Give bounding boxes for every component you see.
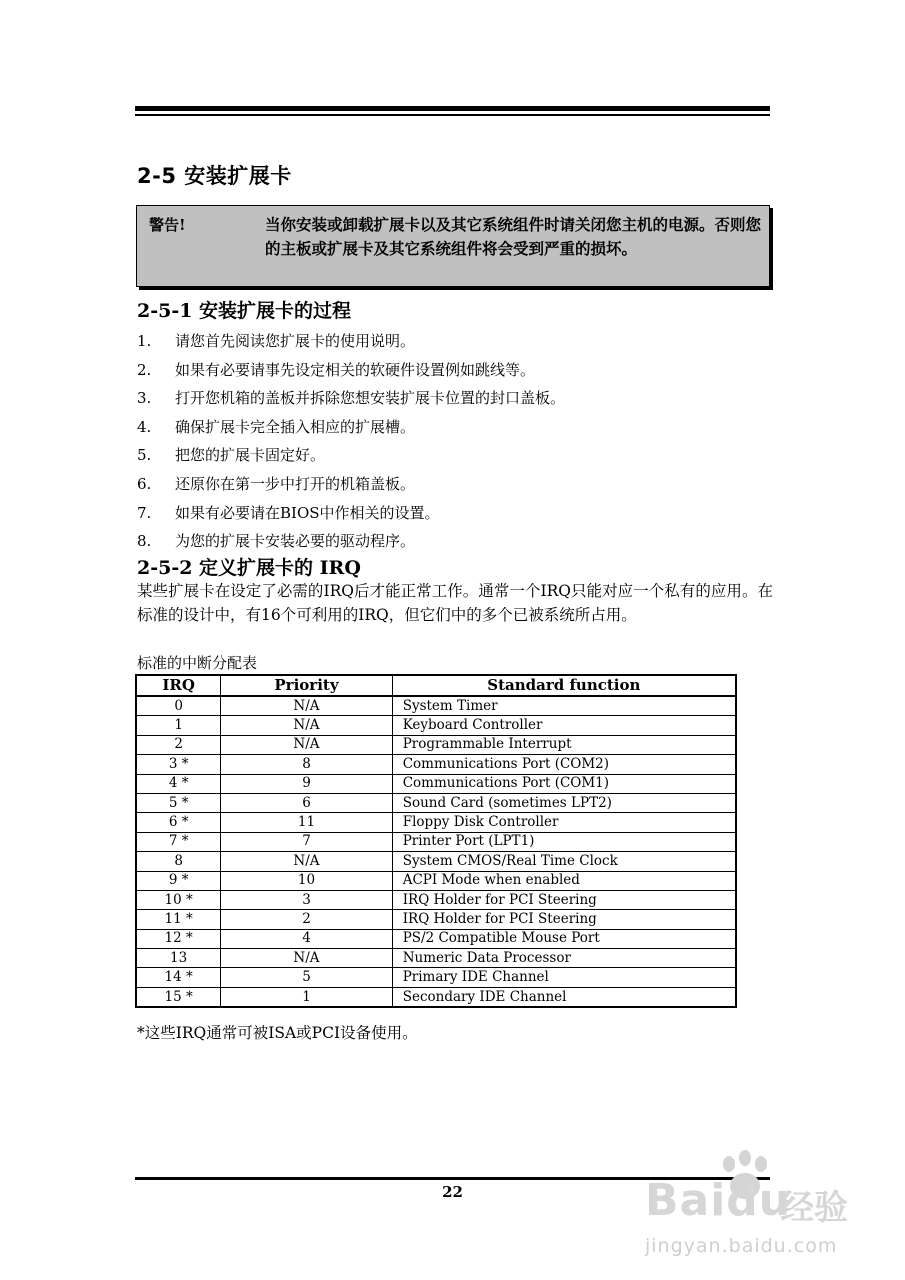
watermark — [640, 1150, 890, 1270]
header-rule-thin — [135, 114, 770, 116]
warning-text: 当你安装或卸载扩展卡以及其它系统组件时请关闭您主机的电源。否则您的主板或扩展卡及其它系统组件将会受到严重的损坏。 — [265, 215, 762, 258]
table-row — [136, 735, 736, 754]
install-steps-list — [137, 331, 777, 560]
table-row — [136, 949, 736, 968]
step-number: 4. — [137, 417, 152, 436]
cell-irq: 9 * — [136, 871, 221, 890]
subsection-title-irq: 2-5-2 定义扩展卡的 IRQ — [137, 557, 361, 579]
irq-table — [135, 674, 737, 1008]
table-row — [136, 910, 736, 929]
cell-irq: 6 * — [136, 813, 221, 832]
list-item — [137, 388, 777, 417]
list-item — [137, 503, 777, 532]
cell-irq: 0 — [136, 696, 221, 716]
cell-function: System CMOS/Real Time Clock — [392, 852, 736, 871]
cell-priority: 2 — [221, 910, 392, 929]
header-irq: IRQ — [136, 675, 221, 696]
cell-priority: 11 — [221, 813, 392, 832]
cell-irq: 11 * — [136, 910, 221, 929]
step-text: 为您的扩展卡安装必要的驱动程序。 — [175, 532, 416, 551]
cell-function: PS/2 Compatible Mouse Port — [392, 929, 736, 948]
warning-label: 警告! — [149, 216, 186, 234]
cell-irq: 5 * — [136, 793, 221, 812]
cell-priority: N/A — [221, 949, 392, 968]
table-header-row — [136, 675, 736, 696]
cell-function: IRQ Holder for PCI Steering — [392, 890, 736, 909]
cell-irq: 8 — [136, 852, 221, 871]
cell-priority: 4 — [221, 929, 392, 948]
list-item — [137, 474, 777, 503]
step-text: 确保扩展卡完全插入相应的扩展槽。 — [175, 417, 416, 436]
step-text: 请您首先阅读您扩展卡的使用说明。 — [175, 332, 416, 350]
table-row — [136, 871, 736, 890]
cell-function: Printer Port (LPT1) — [392, 832, 736, 851]
irq-footnote: *这些IRQ通常可被ISA或PCI设备使用。 — [137, 1024, 418, 1042]
cell-function: Sound Card (sometimes LPT2) — [392, 793, 736, 812]
cell-priority: 1 — [221, 987, 392, 1007]
subsection-title-install: 2-5-1 安装扩展卡的过程 — [137, 300, 352, 322]
header-rule-thick — [135, 106, 770, 111]
step-text: 打开您机箱的盖板并拆除您想安装扩展卡位置的封口盖板。 — [175, 389, 566, 408]
table-row — [136, 696, 736, 716]
table-row — [136, 716, 736, 735]
cell-irq: 15 * — [136, 987, 221, 1007]
table-row — [136, 774, 736, 793]
cell-function: Primary IDE Channel — [392, 968, 736, 987]
cell-priority: 5 — [221, 968, 392, 987]
cell-priority: N/A — [221, 716, 392, 735]
step-text: 还原你在第一步中打开的机箱盖板。 — [175, 474, 416, 493]
table-row — [136, 968, 736, 987]
step-number: 3. — [137, 389, 152, 408]
cell-priority: 10 — [221, 871, 392, 890]
list-item — [137, 331, 777, 360]
cell-function: Secondary IDE Channel — [392, 987, 736, 1007]
table-row — [136, 793, 736, 812]
step-number: 8. — [137, 532, 152, 551]
table-row — [136, 987, 736, 1007]
step-number: 6. — [137, 474, 152, 493]
cell-irq: 10 * — [136, 890, 221, 909]
watermark-brand-cn: 经验 — [780, 1188, 848, 1228]
cell-function: Numeric Data Processor — [392, 949, 736, 968]
section-title: 2-5 安装扩展卡 — [137, 164, 292, 188]
step-text: 如果有必要请事先设定相关的软硬件设置例如跳线等。 — [175, 360, 536, 379]
cell-priority: N/A — [221, 696, 392, 716]
cell-function: ACPI Mode when enabled — [392, 871, 736, 890]
cell-priority: 3 — [221, 890, 392, 909]
cell-function: Floppy Disk Controller — [392, 813, 736, 832]
step-number: 5. — [137, 446, 152, 465]
table-row — [136, 755, 736, 774]
cell-priority: N/A — [221, 735, 392, 754]
cell-priority: 9 — [221, 774, 392, 793]
table-caption: 标准的中断分配表 — [137, 654, 258, 672]
cell-priority: 8 — [221, 755, 392, 774]
step-number: 2. — [137, 360, 152, 379]
cell-priority: N/A — [221, 852, 392, 871]
cell-function: Programmable Interrupt — [392, 735, 736, 754]
watermark-url: jingyan.baidu.com — [645, 1235, 838, 1257]
cell-irq: 12 * — [136, 929, 221, 948]
step-text: 把您的扩展卡固定好。 — [175, 446, 326, 465]
watermark-brand: Baidu — [645, 1175, 792, 1226]
table-row — [136, 890, 736, 909]
cell-irq: 4 * — [136, 774, 221, 793]
table-row — [136, 813, 736, 832]
table-row — [136, 832, 736, 851]
cell-function: System Timer — [392, 696, 736, 716]
cell-function: IRQ Holder for PCI Steering — [392, 910, 736, 929]
cell-priority: 7 — [221, 832, 392, 851]
cell-irq: 2 — [136, 735, 221, 754]
cell-irq: 14 * — [136, 968, 221, 987]
header-standard-function: Standard function — [392, 675, 736, 696]
table-row — [136, 852, 736, 871]
cell-irq: 1 — [136, 716, 221, 735]
warning-box — [136, 205, 770, 287]
step-text: 如果有必要请在BIOS中作相关的设置。 — [175, 503, 440, 522]
step-number: 1. — [137, 332, 152, 350]
cell-function: Communications Port (COM1) — [392, 774, 736, 793]
page-number-text: 22 — [442, 1183, 463, 1201]
cell-function: Communications Port (COM2) — [392, 755, 736, 774]
cell-priority: 6 — [221, 793, 392, 812]
cell-irq: 13 — [136, 949, 221, 968]
list-item — [137, 445, 777, 474]
list-item — [137, 360, 777, 389]
cell-function: Keyboard Controller — [392, 716, 736, 735]
cell-irq: 3 * — [136, 755, 221, 774]
cell-irq: 7 * — [136, 832, 221, 851]
list-item — [137, 417, 777, 446]
irq-paragraph: 某些扩展卡在设定了必需的IRQ后才能正常工作。通常一个IRQ只能对应一个私有的应用。在标准的设计中，有16个可利用的IRQ，但它们中的多个已被系统所占用。 — [137, 582, 773, 624]
header-priority: Priority — [221, 675, 392, 696]
step-number: 7. — [137, 503, 152, 522]
table-row — [136, 929, 736, 948]
